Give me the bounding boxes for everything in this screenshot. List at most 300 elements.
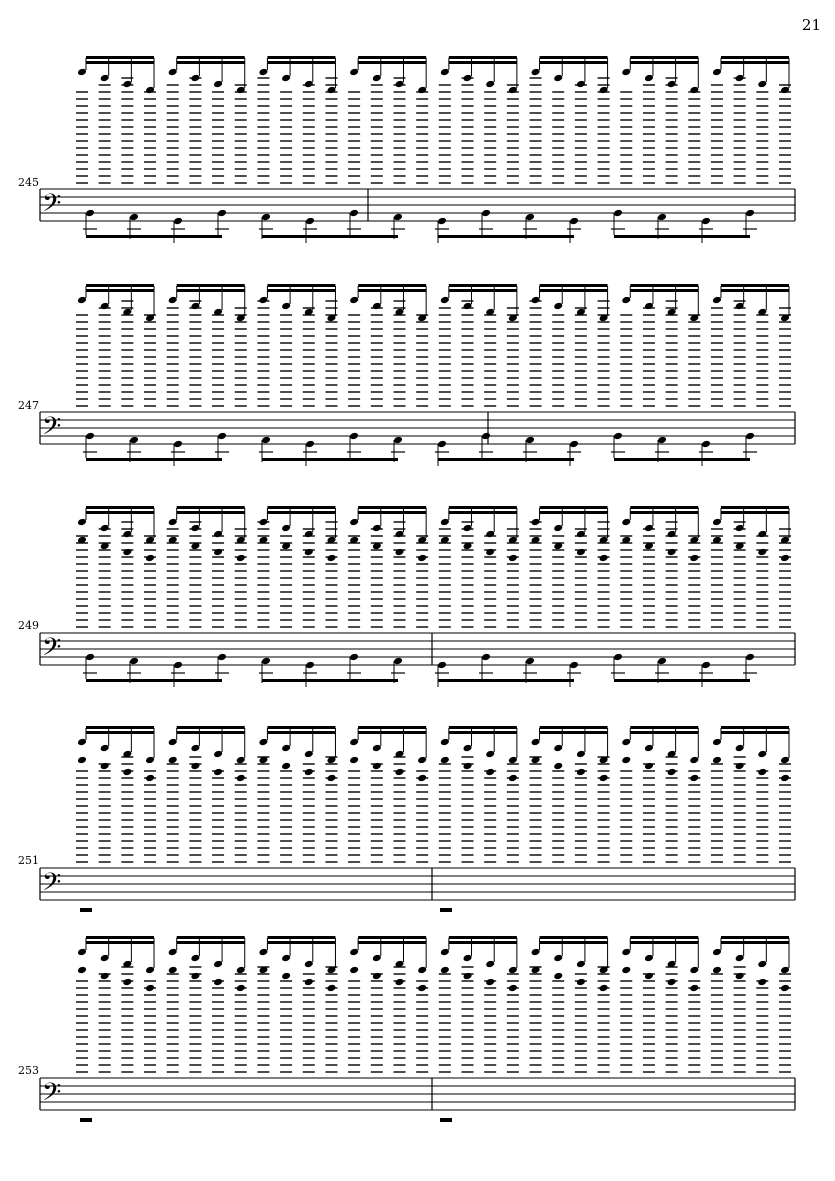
note-head <box>173 661 183 670</box>
beam <box>267 56 335 59</box>
note-head <box>213 750 223 759</box>
bass-clef-icon: 𝄢 <box>42 1078 62 1113</box>
beam <box>614 679 750 682</box>
beam <box>630 289 698 292</box>
beam <box>177 289 245 292</box>
note-head <box>621 948 631 957</box>
note-head <box>349 518 359 527</box>
note-head <box>349 948 359 957</box>
note-head <box>417 984 427 993</box>
note-head <box>644 744 654 753</box>
note-head <box>463 74 473 83</box>
note-head <box>122 768 132 777</box>
note-head <box>145 984 155 993</box>
note-head <box>735 74 745 83</box>
note-head <box>77 518 87 527</box>
note-head <box>440 296 450 305</box>
note-head <box>440 966 450 975</box>
note-head <box>372 762 382 771</box>
note-head <box>258 68 268 77</box>
note-head <box>576 960 586 969</box>
beam <box>721 511 789 514</box>
note-head <box>657 657 667 666</box>
beam <box>86 458 222 461</box>
beam <box>358 506 426 509</box>
note-head <box>735 302 745 311</box>
note-head <box>780 984 790 993</box>
note-head <box>525 436 535 445</box>
note-head <box>463 972 473 981</box>
beam <box>86 235 222 238</box>
note-head <box>304 978 314 987</box>
note-head <box>190 954 200 963</box>
beam <box>177 61 245 64</box>
note-head <box>258 738 268 747</box>
note-head <box>305 217 315 226</box>
note-head <box>508 774 518 783</box>
note-head <box>213 960 223 969</box>
note-head <box>372 302 382 311</box>
note-head <box>712 738 722 747</box>
note-head <box>281 762 291 771</box>
beam <box>177 56 245 59</box>
note-head <box>613 653 623 662</box>
note-head <box>481 653 491 662</box>
note-head <box>525 657 535 666</box>
beam <box>630 941 698 944</box>
note-head <box>576 548 586 557</box>
beam <box>540 289 608 292</box>
beam <box>630 284 698 287</box>
note-head <box>395 548 405 557</box>
note-head <box>258 948 268 957</box>
note-head <box>576 750 586 759</box>
note-head <box>508 554 518 563</box>
whole-rest <box>80 908 92 912</box>
note-head <box>190 302 200 311</box>
beam <box>267 726 335 729</box>
note-head <box>440 756 450 765</box>
beam <box>86 936 154 939</box>
beam <box>267 284 335 287</box>
beam <box>721 56 789 59</box>
note-head <box>621 68 631 77</box>
note-head <box>569 661 579 670</box>
note-head <box>100 972 110 981</box>
beam <box>267 61 335 64</box>
note-head <box>305 661 315 670</box>
note-head <box>667 978 677 987</box>
beam <box>540 941 608 944</box>
beam <box>449 506 517 509</box>
note-head <box>100 74 110 83</box>
note-head <box>122 530 132 539</box>
note-head <box>757 548 767 557</box>
note-head <box>508 756 518 765</box>
beam <box>177 511 245 514</box>
beam <box>630 506 698 509</box>
note-head <box>621 518 631 527</box>
note-head <box>100 302 110 311</box>
note-head <box>304 530 314 539</box>
beam <box>177 284 245 287</box>
note-head <box>508 966 518 975</box>
note-head <box>757 960 767 969</box>
note-head <box>712 68 722 77</box>
beam <box>262 458 398 461</box>
note-head <box>553 972 563 981</box>
note-head <box>481 432 491 441</box>
beam <box>540 284 608 287</box>
beam <box>721 936 789 939</box>
beam <box>540 506 608 509</box>
note-head <box>190 744 200 753</box>
note-head <box>236 554 246 563</box>
beam <box>267 289 335 292</box>
note-head <box>236 756 246 765</box>
note-head <box>689 756 699 765</box>
beam <box>358 289 426 292</box>
note-head <box>236 966 246 975</box>
note-head <box>168 966 178 975</box>
note-head <box>621 296 631 305</box>
note-head <box>304 750 314 759</box>
beam <box>177 941 245 944</box>
note-head <box>553 744 563 753</box>
note-head <box>129 213 139 222</box>
note-head <box>258 296 268 305</box>
note-head <box>531 518 541 527</box>
note-head <box>281 74 291 83</box>
note-head <box>757 530 767 539</box>
whole-rest <box>440 1118 452 1122</box>
note-head <box>644 302 654 311</box>
beam <box>438 235 574 238</box>
beam <box>449 284 517 287</box>
whole-rest <box>440 908 452 912</box>
beam <box>721 284 789 287</box>
note-head <box>780 774 790 783</box>
beam <box>540 936 608 939</box>
note-head <box>349 738 359 747</box>
note-head <box>281 744 291 753</box>
note-head <box>599 774 609 783</box>
beam <box>267 936 335 939</box>
note-head <box>485 80 495 89</box>
note-head <box>780 86 790 95</box>
note-head <box>757 750 767 759</box>
note-head <box>145 554 155 563</box>
note-head <box>621 738 631 747</box>
note-head <box>689 86 699 95</box>
note-head <box>531 738 541 747</box>
beam <box>86 731 154 734</box>
note-head <box>85 209 95 218</box>
note-head <box>145 774 155 783</box>
bass-clef-icon: 𝄢 <box>42 412 62 447</box>
beam <box>614 235 750 238</box>
beam <box>438 679 574 682</box>
beam <box>267 941 335 944</box>
whole-rest <box>80 1118 92 1122</box>
note-head <box>701 661 711 670</box>
note-head <box>485 750 495 759</box>
note-head <box>569 440 579 449</box>
note-head <box>712 756 722 765</box>
note-head <box>349 209 359 218</box>
note-head <box>168 738 178 747</box>
note-head <box>553 74 563 83</box>
note-head <box>667 530 677 539</box>
note-head <box>745 432 755 441</box>
beam <box>358 941 426 944</box>
note-head <box>599 554 609 563</box>
note-head <box>122 978 132 987</box>
note-head <box>372 972 382 981</box>
beam <box>86 941 154 944</box>
note-head <box>644 74 654 83</box>
note-head <box>168 518 178 527</box>
note-head <box>485 548 495 557</box>
beam <box>358 726 426 729</box>
note-head <box>349 966 359 975</box>
beam <box>721 731 789 734</box>
note-head <box>481 209 491 218</box>
note-head <box>689 984 699 993</box>
beam <box>630 726 698 729</box>
note-head <box>757 978 767 987</box>
beam <box>358 284 426 287</box>
note-head <box>213 548 223 557</box>
note-head <box>304 768 314 777</box>
beam <box>262 235 398 238</box>
note-head <box>553 302 563 311</box>
note-head <box>190 74 200 83</box>
note-head <box>780 756 790 765</box>
beam <box>86 56 154 59</box>
beam <box>449 56 517 59</box>
beam <box>449 941 517 944</box>
note-head <box>326 86 336 95</box>
note-head <box>485 768 495 777</box>
note-head <box>576 530 586 539</box>
note-head <box>701 217 711 226</box>
note-head <box>349 296 359 305</box>
note-head <box>217 432 227 441</box>
bass-clef-icon: 𝄢 <box>42 189 62 224</box>
beam <box>449 289 517 292</box>
note-head <box>440 738 450 747</box>
note-head <box>621 966 631 975</box>
note-head <box>613 432 623 441</box>
note-head <box>553 762 563 771</box>
note-head <box>599 86 609 95</box>
note-head <box>258 518 268 527</box>
note-head <box>417 756 427 765</box>
beam <box>540 731 608 734</box>
beam <box>630 731 698 734</box>
note-head <box>122 548 132 557</box>
note-head <box>735 524 745 533</box>
note-head <box>463 762 473 771</box>
beam <box>86 506 154 509</box>
note-head <box>437 217 447 226</box>
note-head <box>349 653 359 662</box>
beam <box>721 941 789 944</box>
measure-number-253: 253 <box>18 1064 39 1077</box>
beam <box>267 731 335 734</box>
note-head <box>531 296 541 305</box>
beam <box>721 61 789 64</box>
note-head <box>780 554 790 563</box>
note-head <box>735 744 745 753</box>
note-head <box>689 966 699 975</box>
beam <box>449 511 517 514</box>
note-head <box>712 296 722 305</box>
note-head <box>525 213 535 222</box>
note-head <box>129 657 139 666</box>
beam <box>721 289 789 292</box>
note-head <box>217 653 227 662</box>
note-head <box>145 966 155 975</box>
beam <box>86 61 154 64</box>
note-head <box>190 762 200 771</box>
note-head <box>701 440 711 449</box>
note-head <box>304 80 314 89</box>
note-head <box>745 653 755 662</box>
note-head <box>77 966 87 975</box>
note-head <box>712 948 722 957</box>
note-head <box>77 948 87 957</box>
note-head <box>657 436 667 445</box>
note-head <box>417 966 427 975</box>
note-head <box>281 524 291 533</box>
measure-number-251: 251 <box>18 854 39 867</box>
beam <box>721 726 789 729</box>
note-head <box>417 774 427 783</box>
beam <box>630 61 698 64</box>
note-head <box>437 661 447 670</box>
note-head <box>236 984 246 993</box>
note-head <box>780 966 790 975</box>
note-head <box>644 762 654 771</box>
note-head <box>531 948 541 957</box>
beam <box>177 936 245 939</box>
note-head <box>599 984 609 993</box>
note-head <box>569 217 579 226</box>
note-head <box>100 524 110 533</box>
note-head <box>281 302 291 311</box>
note-head <box>644 972 654 981</box>
note-head <box>349 756 359 765</box>
note-head <box>100 744 110 753</box>
note-head <box>85 653 95 662</box>
note-head <box>621 756 631 765</box>
beam <box>177 506 245 509</box>
note-head <box>190 524 200 533</box>
note-head <box>372 954 382 963</box>
note-head <box>168 296 178 305</box>
beam <box>358 936 426 939</box>
note-head <box>553 954 563 963</box>
note-head <box>485 978 495 987</box>
note-head <box>281 972 291 981</box>
note-head <box>326 774 336 783</box>
beam <box>177 726 245 729</box>
page-number: 21 <box>801 16 821 34</box>
note-head <box>217 209 227 218</box>
note-head <box>281 954 291 963</box>
note-head <box>576 978 586 987</box>
note-head <box>129 436 139 445</box>
beam <box>449 726 517 729</box>
beam <box>86 289 154 292</box>
note-head <box>349 68 359 77</box>
note-head <box>145 756 155 765</box>
beam <box>358 731 426 734</box>
note-head <box>417 554 427 563</box>
note-head <box>745 209 755 218</box>
note-head <box>85 432 95 441</box>
beam <box>540 726 608 729</box>
note-head <box>440 68 450 77</box>
note-head <box>168 68 178 77</box>
beam <box>358 61 426 64</box>
note-head <box>576 80 586 89</box>
note-head <box>735 972 745 981</box>
beam <box>86 726 154 729</box>
measure-number-245: 245 <box>18 176 39 189</box>
note-head <box>757 80 767 89</box>
note-head <box>173 440 183 449</box>
note-head <box>77 296 87 305</box>
note-head <box>261 657 271 666</box>
note-head <box>657 213 667 222</box>
note-head <box>395 80 405 89</box>
note-head <box>213 80 223 89</box>
note-head <box>236 774 246 783</box>
beam <box>540 511 608 514</box>
note-head <box>326 554 336 563</box>
note-head <box>508 984 518 993</box>
note-head <box>122 80 132 89</box>
note-head <box>553 524 563 533</box>
note-head <box>689 774 699 783</box>
beam <box>86 284 154 287</box>
note-head <box>712 966 722 975</box>
note-head <box>190 972 200 981</box>
note-head <box>304 548 314 557</box>
note-head <box>372 744 382 753</box>
note-head <box>261 436 271 445</box>
note-head <box>305 440 315 449</box>
note-head <box>644 524 654 533</box>
note-head <box>304 960 314 969</box>
note-head <box>213 978 223 987</box>
measure-number-249: 249 <box>18 619 39 632</box>
note-head <box>372 524 382 533</box>
note-head <box>644 954 654 963</box>
note-head <box>145 86 155 95</box>
beam <box>449 936 517 939</box>
note-head <box>440 518 450 527</box>
beam <box>438 458 574 461</box>
note-head <box>712 518 722 527</box>
note-head <box>689 554 699 563</box>
note-head <box>735 762 745 771</box>
note-head <box>576 768 586 777</box>
note-head <box>236 86 246 95</box>
